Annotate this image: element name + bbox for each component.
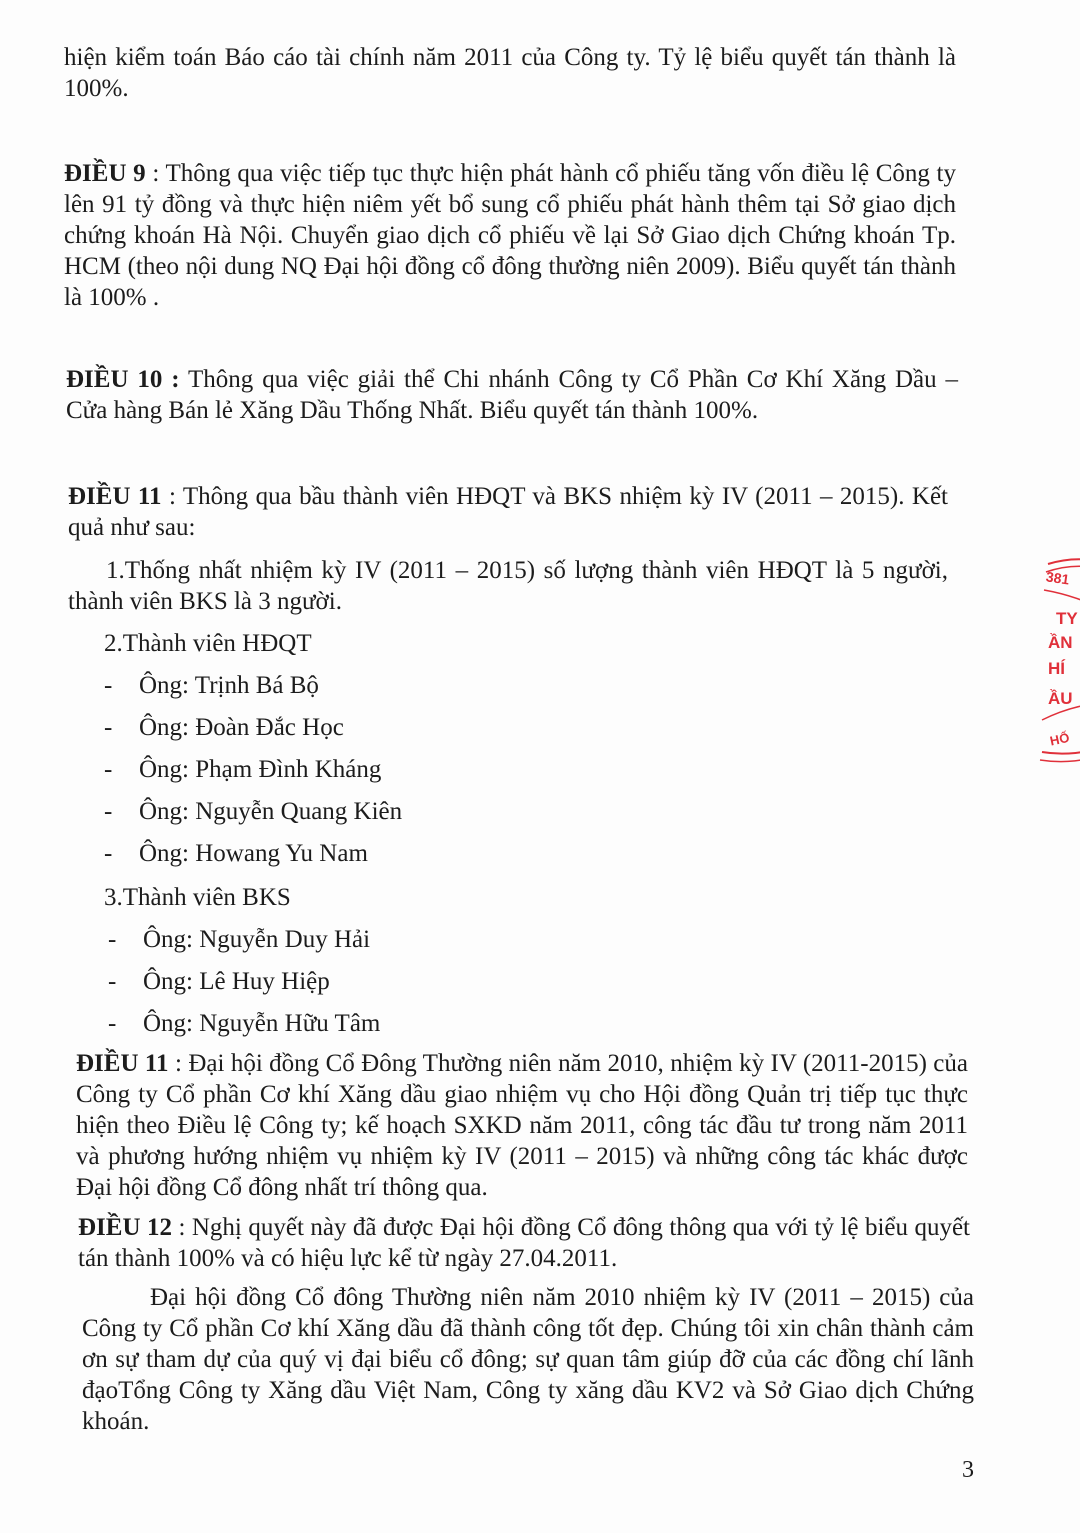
- hdqt-member: [104, 754, 381, 785]
- list-dash: -: [104, 714, 113, 741]
- article-11-label: ĐIỀU 11: [68, 483, 162, 510]
- article-9-label: ĐIỀU 9: [64, 160, 146, 187]
- stamp-text: 381: [1045, 568, 1071, 588]
- hdqt-member: [104, 838, 368, 869]
- list-dash: -: [104, 756, 113, 783]
- page-number: 3: [962, 1457, 974, 1483]
- article-11-mandate: [76, 1048, 968, 1203]
- hdqt-member: [104, 796, 402, 827]
- item-1-paragraph: 1.Thống nhất nhiệm kỳ IV (2011 – 2015) số lượng thành viên HĐQT là 5 người, thành viên BKS là 3 người.: [68, 557, 948, 615]
- bks-member: [108, 966, 330, 997]
- stamp-text: TY: [1056, 609, 1078, 628]
- closing-paragraph: Đại hội đồng Cổ đông Thường niên năm 2010 nhiệm kỳ IV (2011 – 2015) của Công ty Cổ phần Cơ khí Xăng dầu đã thành công tốt đẹp. Chúng tôi xin chân thành cảm ơn sự tham dự của quý vị đại biểu cổ đông; sự quan tâm giúp đỡ của các đồng chí lãnh đạoTổng Công ty Xăng dầu Việt Nam, Công ty xăng dầu KV2 và Sở Giao dịch Chứng khoán.: [82, 1284, 974, 1435]
- item-3-heading: 3.Thành viên BKS: [104, 884, 291, 911]
- list-dash: -: [108, 1010, 117, 1037]
- item-2-heading: 2.Thành viên HĐQT: [104, 630, 312, 657]
- article-11-election: [68, 481, 948, 543]
- article-11-text: : Thông qua bầu thành viên HĐQT và BKS nhiệm kỳ IV (2011 – 2015). Kết quả như sau:: [68, 483, 948, 541]
- article-12: [78, 1212, 970, 1274]
- article-10-label: ĐIỀU 10 :: [66, 366, 180, 393]
- hdqt-member: [104, 670, 319, 701]
- bks-member-name: Ông: Nguyễn Hữu Tâm: [143, 1010, 381, 1037]
- stamp-text: ẦU: [1048, 689, 1073, 708]
- hdqt-member-name: Ông: Đoàn Đắc Học: [139, 714, 344, 741]
- article-10: [66, 364, 958, 426]
- hdqt-member-name: Ông: Nguyễn Quang Kiên: [139, 798, 403, 825]
- article-10-text: Thông qua việc giải thể Chi nhánh Công ty Cổ Phần Cơ Khí Xăng Dầu – Cửa hàng Bán lẻ Xăng Dầu Thống Nhất. Biểu quyết tán thành 100%.: [66, 366, 958, 424]
- article-11-mandate-label: ĐIỀU 11: [76, 1050, 169, 1077]
- bks-member: [108, 924, 370, 955]
- hdqt-member-name: Ông: Howang Yu Nam: [139, 840, 368, 867]
- bks-member: [108, 1008, 380, 1039]
- article-11-mandate-text: : Đại hội đồng Cổ Đông Thường niên năm 2010, nhiệm kỳ IV (2011-2015) của Công ty Cổ phần Cơ khí Xăng dầu giao nhiệm vụ cho Hội đồng Quản trị tiếp tục thực hiện theo Điều lệ Công ty; kế hoạch SXKD năm 2011, công tác đầu tư trong năm 2011 và phương hướng nhiệm vụ nhiệm kỳ IV (2011 – 2015) và những công tác khác được Đại hội đồng Cổ đông nhất trí thông qua.: [76, 1050, 968, 1201]
- stamp-text: HÍ: [1048, 659, 1065, 678]
- list-dash: -: [104, 672, 113, 699]
- list-dash: -: [104, 798, 113, 825]
- stamp-text: ẦN: [1048, 633, 1073, 652]
- stamp-text: HỐ: [1048, 729, 1071, 749]
- list-dash: -: [108, 968, 117, 995]
- article-12-label: ĐIỀU 12: [78, 1214, 172, 1241]
- article-12-text: : Nghị quyết này đã được Đại hội đồng Cổ đông thông qua với tỷ lệ biểu quyết tán thành 100% và có hiệu lực kể từ ngày 27.04.2011.: [78, 1214, 970, 1272]
- article-9: [64, 158, 956, 313]
- bks-member-name: Ông: Lê Huy Hiệp: [143, 968, 330, 995]
- article-9-text: : Thông qua việc tiếp tục thực hiện phát hành cổ phiếu tăng vốn điều lệ Công ty lên 91 tỷ đồng và thực hiện niêm yết bổ sung cổ phiếu phát hành thêm tại Sở giao dịch chứng khoán Hà Nội. Chuyển giao dịch cổ phiếu về lại Sở Giao dịch Chứng khoán Tp. HCM (theo nội dung NQ Đại hội đồng cổ đông thường niên 2009). Biểu quyết tán thành là 100% .: [64, 160, 957, 311]
- list-dash: -: [104, 840, 113, 867]
- hdqt-member: [104, 712, 344, 743]
- hdqt-member-name: Ông: Phạm Đình Kháng: [139, 756, 382, 783]
- hdqt-member-name: Ông: Trịnh Bá Bộ: [139, 672, 319, 699]
- company-seal-stamp: [1038, 552, 1080, 772]
- bks-member-name: Ông: Nguyễn Duy Hải: [143, 926, 371, 953]
- list-dash: -: [108, 926, 117, 953]
- intro-paragraph: hiện kiểm toán Báo cáo tài chính năm 2011 của Công ty. Tỷ lệ biểu quyết tán thành là 100%.: [64, 44, 956, 102]
